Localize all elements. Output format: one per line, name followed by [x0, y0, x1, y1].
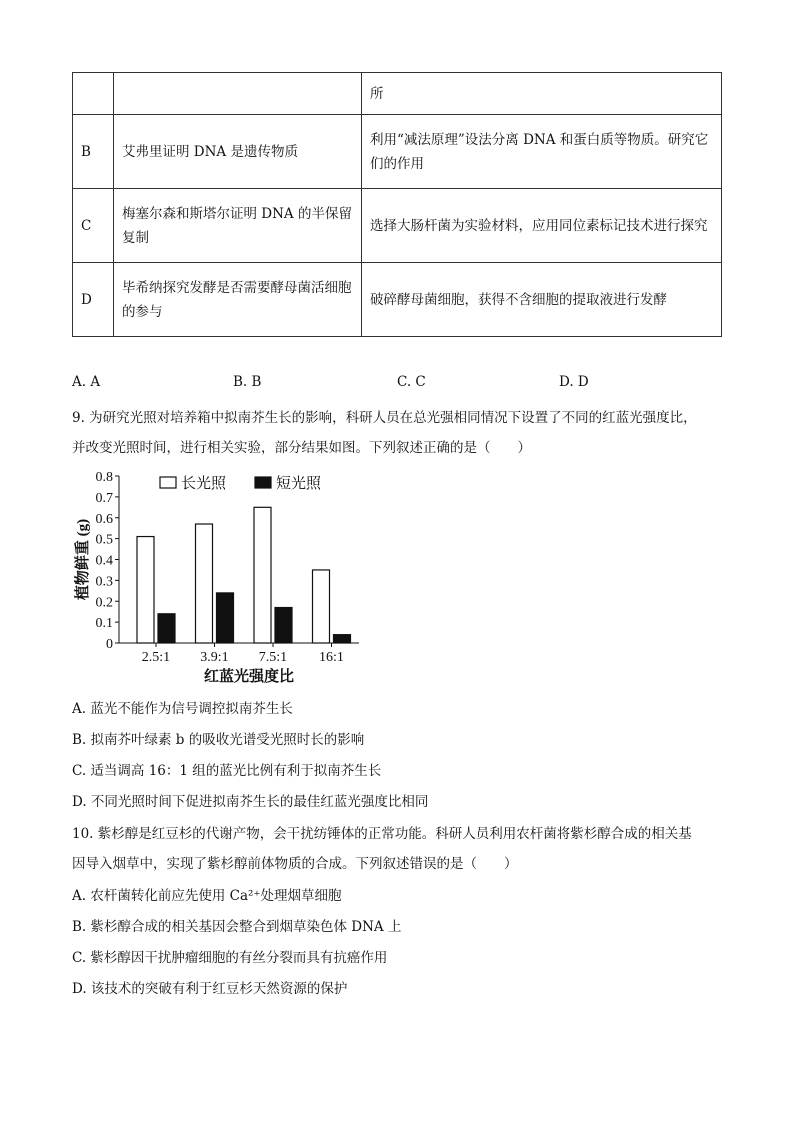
- y-tick-label: 0.6: [95, 511, 113, 527]
- q9-option-d[interactable]: D. 不同光照时间下促进拟南芥生长的最佳红蓝光强度比相同: [72, 794, 429, 810]
- row-method: 利用“减法原理”设法分离 DNA 和蛋白质等物质。研究它们的作用: [362, 115, 722, 189]
- table-row: [73, 73, 722, 115]
- option-d[interactable]: D. D: [559, 374, 589, 390]
- row-experiment: 艾弗里证明 DNA 是遗传物质: [114, 115, 362, 189]
- row-letter: [73, 73, 114, 115]
- row-method: 选择大肠杆菌为实验材料，应用同位素标记技术进行探究: [362, 189, 722, 263]
- row-letter: C: [73, 189, 114, 263]
- q9-option-b[interactable]: B. 拟南芥叶绿素 b 的吸收光谱受光照时长的影响: [72, 732, 365, 748]
- y-tick-label: 0.2: [95, 595, 113, 611]
- bar-chart: [72, 466, 372, 686]
- q10-option-d[interactable]: D. 该技术的突破有利于红豆杉天然资源的保护: [72, 981, 348, 997]
- y-tick-label: 0.3: [95, 574, 113, 590]
- legend-swatch-long-light: [160, 477, 176, 488]
- y-tick-label: 0.8: [95, 470, 113, 485]
- option-a[interactable]: A. A: [72, 374, 101, 390]
- y-tick-label: 0.1: [95, 616, 113, 632]
- bar-long-light: [313, 570, 330, 643]
- q10-option-a[interactable]: A. 农杆菌转化前应先使用 Ca²⁺处理烟草细胞: [72, 888, 342, 904]
- q9-stem-line2: 并改变光照时间，进行相关实验，部分结果如图。下列叙述正确的是（ ）: [72, 440, 531, 456]
- row-experiment: [114, 73, 362, 115]
- q10-option-c[interactable]: C. 紫杉醇因干扰肿瘤细胞的有丝分裂而具有抗癌作用: [72, 950, 388, 966]
- row-experiment: 梅塞尔森和斯塔尔证明 DNA 的半保留复制: [114, 189, 362, 263]
- legend-swatch-short-light: [255, 477, 271, 488]
- q10-stem-line2: 因导入烟草中，实现了紫杉醇前体物质的合成。下列叙述错误的是（ ）: [72, 856, 518, 872]
- bar-short-light: [334, 635, 351, 643]
- table-row: [73, 263, 722, 337]
- table-row: [73, 189, 722, 263]
- row-letter: B: [73, 115, 114, 189]
- table-row: [73, 115, 722, 189]
- option-b[interactable]: B. B: [233, 374, 262, 390]
- q9-option-a[interactable]: A. 蓝光不能作为信号调控拟南芥生长: [72, 701, 293, 717]
- bar-long-light: [137, 537, 154, 643]
- y-tick-label: 0.7: [95, 490, 113, 506]
- q9-option-c[interactable]: C. 适当调高 16：1 组的蓝光比例有利于拟南芥生长: [72, 763, 382, 779]
- bar-short-light: [217, 593, 234, 643]
- x-tick-label: 2.5:1: [141, 650, 171, 665]
- legend-label-long-light: 长光照: [181, 476, 227, 492]
- y-tick-label: 0: [106, 637, 113, 652]
- row-method: 所: [362, 73, 722, 115]
- experiment-table: [72, 72, 722, 337]
- y-tick-label: 0.5: [95, 532, 113, 548]
- row-letter: D: [73, 263, 114, 337]
- q10-option-b[interactable]: B. 紫杉醇合成的相关基因会整合到烟草染色体 DNA 上: [72, 919, 402, 935]
- q10-stem-line1: 10. 紫杉醇是红豆杉的代谢产物，会干扰纺锤体的正常功能。科研人员利用农杆菌将紫杉醇合成的相关基: [72, 826, 692, 842]
- legend-label-short-light: 短光照: [276, 476, 322, 492]
- option-c[interactable]: C. C: [397, 374, 426, 390]
- x-axis-label: 红蓝光强度比: [203, 669, 295, 685]
- row-method: 破碎酵母菌细胞，获得不含细胞的提取液进行发酵: [362, 263, 722, 337]
- x-tick-label: 7.5:1: [258, 650, 288, 665]
- x-tick-label: 3.9:1: [200, 650, 229, 665]
- x-tick-label: 16:1: [319, 650, 344, 665]
- row-experiment: 毕希纳探究发酵是否需要酵母菌活细胞的参与: [114, 263, 362, 337]
- y-axis-label: 植物鲜重 (g): [75, 518, 91, 601]
- y-tick-label: 0.4: [95, 553, 113, 569]
- q9-stem-line1: 9. 为研究光照对培养箱中拟南芥生长的影响，科研人员在总光强相同情况下设置了不同的红蓝光强度比，: [72, 410, 697, 426]
- bar-long-light: [196, 524, 213, 643]
- bar-short-light: [275, 608, 292, 643]
- bar-short-light: [158, 614, 175, 643]
- bar-long-light: [254, 507, 271, 643]
